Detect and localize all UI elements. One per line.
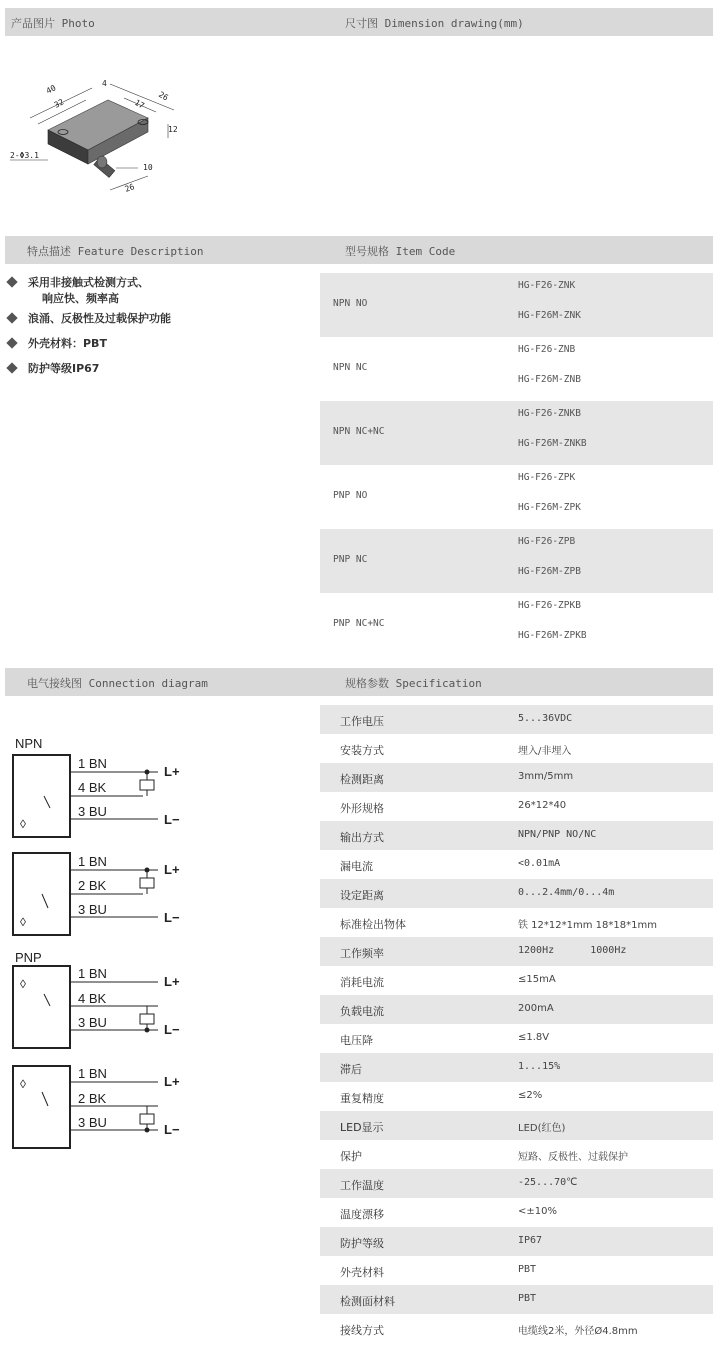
- spec-value: 1...15%: [518, 1061, 561, 1072]
- spec-row: [320, 734, 713, 763]
- feature-item: [8, 331, 308, 356]
- spec-key: 外形规格: [340, 802, 384, 815]
- spec-value: <0.01mA: [518, 858, 561, 869]
- svg-text:3 BU: 3 BU: [78, 902, 107, 917]
- spec-key: LED显示: [340, 1121, 384, 1134]
- svg-text:◊: ◊: [20, 817, 26, 831]
- spec-value: ≤1.8V: [518, 1032, 550, 1043]
- connection-header: 电气接线图 Connection diagram: [27, 677, 208, 690]
- svg-text:4 BK: 4 BK: [78, 780, 107, 795]
- item-code-row: [320, 401, 713, 465]
- photo-header: 产品图片 Photo: [11, 17, 95, 30]
- spec-row: [320, 879, 713, 908]
- svg-text:◊: ◊: [20, 1077, 26, 1091]
- item-code-row: [320, 593, 713, 657]
- spec-row: [320, 937, 713, 966]
- output-type: PNP NO: [333, 490, 368, 501]
- svg-text:1 BN: 1 BN: [78, 966, 107, 981]
- feature-text: 采用非接触式检测方式、: [28, 276, 149, 289]
- spec-row: [320, 1140, 713, 1169]
- feature-text: 防护等级IP67: [28, 362, 100, 375]
- spec-value: -25...70℃: [518, 1177, 578, 1188]
- svg-text:L+: L+: [164, 974, 180, 989]
- svg-text:40: 40: [44, 83, 58, 96]
- product-photo: [8, 80, 208, 210]
- specification-header: 规格参数 Specification: [345, 677, 482, 690]
- item-code-table: [320, 273, 713, 657]
- spec-row: [320, 1111, 713, 1140]
- spec-key: 消耗电流: [340, 976, 384, 989]
- spec-value: ≤2%: [518, 1090, 543, 1101]
- spec-key: 检测面材料: [340, 1295, 395, 1308]
- spec-row: [320, 792, 713, 821]
- model-code: HG-F26-ZNK: [518, 280, 576, 291]
- feature-item: [8, 356, 308, 381]
- diamond-bullet-icon: [6, 362, 17, 373]
- svg-text:2-Φ3.1: 2-Φ3.1: [10, 151, 39, 160]
- model-code: HG-F26-ZPB: [518, 536, 576, 547]
- svg-text:3 BU: 3 BU: [78, 804, 107, 819]
- svg-text:4 BK: 4 BK: [78, 991, 107, 1006]
- output-type: PNP NC+NC: [333, 618, 385, 629]
- svg-text:17: 17: [133, 97, 146, 111]
- feature-text-cont: 响应快、频率高: [42, 292, 119, 305]
- model-code: HG-F26-ZPKB: [518, 600, 581, 611]
- model-code: HG-F26-ZPK: [518, 472, 576, 483]
- spec-key: 负载电流: [340, 1005, 384, 1018]
- feature-item: [8, 270, 308, 306]
- spec-key: 重复精度: [340, 1092, 384, 1105]
- spec-value: 埋入/非埋入: [518, 746, 572, 757]
- spec-value: LED(红色): [518, 1123, 566, 1134]
- svg-text:3 BU: 3 BU: [78, 1015, 107, 1030]
- spec-key: 外壳材料: [340, 1266, 384, 1279]
- model-code: HG-F26M-ZNKB: [518, 438, 587, 449]
- feature-header: 特点描述 Feature Description: [27, 245, 204, 258]
- svg-text:26: 26: [157, 89, 170, 103]
- spec-value: IP67: [518, 1235, 543, 1246]
- spec-key: 检测距离: [340, 773, 384, 786]
- model-code: HG-F26M-ZPB: [518, 566, 581, 577]
- spec-row: [320, 1053, 713, 1082]
- spec-key: 设定距离: [340, 889, 384, 902]
- spec-key: 工作温度: [340, 1179, 384, 1192]
- spec-key: 工作电压: [340, 715, 384, 728]
- svg-text:32: 32: [52, 97, 66, 110]
- section-header-bottom: [5, 668, 713, 696]
- svg-text:4: 4: [102, 80, 107, 88]
- spec-row: [320, 763, 713, 792]
- svg-text:12: 12: [168, 125, 178, 134]
- spec-value: 26*12*40: [518, 800, 567, 811]
- svg-text:◊: ◊: [20, 915, 26, 929]
- spec-row: [320, 705, 713, 734]
- svg-text:◊: ◊: [20, 977, 26, 991]
- spec-key: 滞后: [340, 1063, 362, 1076]
- model-code: HG-F26-ZNKB: [518, 408, 581, 419]
- spec-row: [320, 908, 713, 937]
- spec-value: <±10%: [518, 1206, 557, 1217]
- spec-value: NPN/PNP NO/NC: [518, 829, 597, 840]
- spec-row: [320, 1314, 713, 1343]
- spec-value: 短路、反极性、过载保护: [518, 1152, 628, 1163]
- spec-row: [320, 966, 713, 995]
- spec-value: 3mm/5mm: [518, 771, 574, 782]
- spec-value: PBT: [518, 1264, 537, 1275]
- svg-text:1 BN: 1 BN: [78, 756, 107, 771]
- spec-row: [320, 995, 713, 1024]
- svg-text:L+: L+: [164, 862, 180, 877]
- svg-text:1 BN: 1 BN: [78, 1066, 107, 1081]
- spec-key: 防护等级: [340, 1237, 384, 1250]
- item-code-row: [320, 337, 713, 401]
- spec-row: [320, 1198, 713, 1227]
- spec-value: 1200Hz 1000Hz: [518, 945, 627, 956]
- item-code-row: [320, 273, 713, 337]
- spec-row: [320, 1082, 713, 1111]
- spec-value: ≤15mA: [518, 974, 556, 985]
- spec-row: [320, 1285, 713, 1314]
- feature-item: [8, 306, 308, 331]
- svg-text:10: 10: [143, 163, 153, 172]
- diamond-bullet-icon: [6, 337, 17, 348]
- spec-value: PBT: [518, 1293, 537, 1304]
- spec-value: 0...2.4mm/0...4m: [518, 887, 615, 898]
- section-header-top: [5, 8, 713, 36]
- item-code-row: [320, 529, 713, 593]
- dimension-header: 尺寸图 Dimension drawing(mm): [345, 17, 524, 30]
- item-code-row: [320, 465, 713, 529]
- spec-value: 铁 12*12*1mm 18*18*1mm: [518, 920, 657, 931]
- specification-table: [320, 705, 713, 1343]
- spec-key: 安装方式: [340, 744, 384, 757]
- feature-text: 外壳材料：PBT: [28, 337, 107, 350]
- model-code: HG-F26M-ZNB: [518, 374, 581, 385]
- spec-value: 5...36VDC: [518, 713, 573, 724]
- spec-key: 标准检出物体: [340, 918, 406, 931]
- npn-label: NPN: [15, 736, 43, 751]
- svg-text:3 BU: 3 BU: [78, 1115, 107, 1130]
- svg-text:L+: L+: [164, 764, 180, 779]
- pnp-label: PNP: [15, 950, 42, 965]
- svg-text:L−: L−: [164, 1022, 180, 1037]
- spec-key: 保护: [340, 1150, 362, 1163]
- item-code-header: 型号规格 Item Code: [345, 245, 456, 258]
- model-code: HG-F26-ZNB: [518, 344, 576, 355]
- spec-row: [320, 1169, 713, 1198]
- spec-value: 电缆线2米，外径Ø4.8mm: [518, 1326, 638, 1337]
- model-code: HG-F26M-ZPKB: [518, 630, 587, 641]
- output-type: NPN NC: [333, 362, 368, 373]
- feature-list: [8, 270, 308, 381]
- svg-text:L−: L−: [164, 812, 180, 827]
- spec-row: [320, 1227, 713, 1256]
- spec-key: 接线方式: [340, 1324, 384, 1337]
- output-type: PNP NC: [333, 554, 368, 565]
- spec-row: [320, 1256, 713, 1285]
- spec-key: 电压降: [340, 1034, 373, 1047]
- spec-row: [320, 821, 713, 850]
- svg-text:1 BN: 1 BN: [78, 854, 107, 869]
- feature-text: 浪涌、反极性及过载保护功能: [28, 312, 171, 325]
- connection-diagram: [8, 730, 308, 1160]
- diamond-bullet-icon: [6, 276, 17, 287]
- svg-text:L+: L+: [164, 1074, 180, 1089]
- spec-row: [320, 1024, 713, 1053]
- svg-text:26: 26: [123, 182, 136, 194]
- svg-text:2 BK: 2 BK: [78, 1091, 107, 1106]
- spec-row: [320, 850, 713, 879]
- output-type: NPN NO: [333, 298, 368, 309]
- svg-text:L−: L−: [164, 1122, 180, 1137]
- spec-key: 漏电流: [340, 860, 373, 873]
- svg-text:L−: L−: [164, 910, 180, 925]
- svg-text:2 BK: 2 BK: [78, 878, 107, 893]
- spec-key: 工作频率: [340, 947, 384, 960]
- model-code: HG-F26M-ZPK: [518, 502, 581, 513]
- output-type: NPN NC+NC: [333, 426, 385, 437]
- diamond-bullet-icon: [6, 312, 17, 323]
- spec-value: 200mA: [518, 1003, 554, 1014]
- section-header-middle: [5, 236, 713, 264]
- spec-key: 输出方式: [340, 831, 384, 844]
- model-code: HG-F26M-ZNK: [518, 310, 581, 321]
- spec-key: 温度漂移: [340, 1208, 384, 1221]
